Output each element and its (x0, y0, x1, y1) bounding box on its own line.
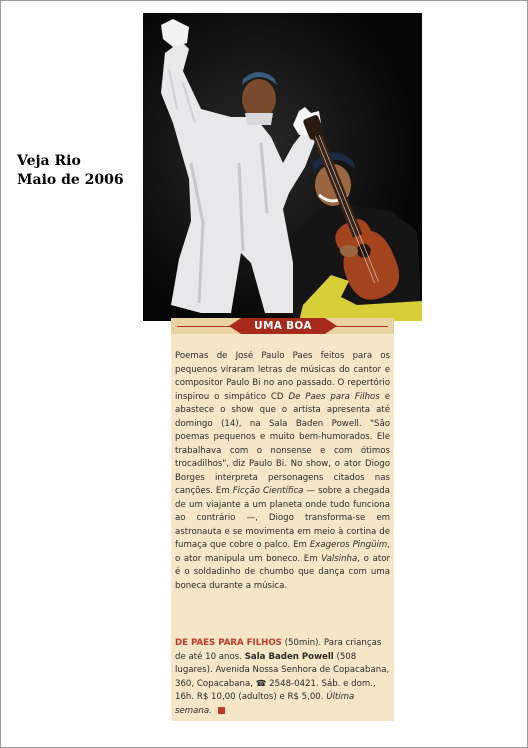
song-title-3: Valsinha (321, 553, 358, 564)
body-text-4: , o ator manipula um boneco. Em (175, 540, 391, 564)
event-note: Última semana. (175, 692, 355, 716)
article-body (175, 350, 390, 593)
publication-date: Maio de 2006 (17, 172, 124, 188)
section-badge (229, 318, 337, 334)
event-duration: (50min). Para crianças de até 10 anos. (175, 638, 382, 662)
end-mark-icon (218, 707, 225, 714)
event-phone-schedule: 2548-0421. Sáb. e dom., 16h. R$ 10,00 (adultos) e R$ 5,00. (175, 678, 376, 702)
song-title-2: Exageros Pingüim (309, 540, 388, 550)
body-text-3: — sobre a chegada de um viajante a um planeta onde tudo funciona ao contrário —, Diogo transforma-se em astronauta e se movimenta em meio à cortina de fumaça que cobre o palco. Em (175, 486, 391, 550)
event-info (175, 637, 390, 718)
magazine-name: Veja Rio (17, 153, 81, 169)
source-label (17, 152, 124, 190)
event-title: DE PAES PARA FILHOS (175, 638, 282, 648)
article-photo (143, 13, 422, 321)
cd-title: De Paes para Filhos (288, 391, 380, 402)
body-text-2: e abastece o show que o artista apresenta até domingo (14), na Sala Baden Powell. "São poemas pequenos e muito bem-humorados. Ele trabalhava com o nonsense e com ótimos trocadilhos", diz Paulo Bi. No show, o ator Diogo Borges interpreta personagens citados nas canções. Em (175, 391, 390, 496)
body-text-5: , o ator é o soldadinho de chumbo que dança com uma boneca durante a música. (175, 553, 391, 591)
article-box (171, 318, 394, 721)
song-title-1: Ficção Científica (232, 486, 304, 496)
section-header (171, 318, 394, 334)
body-text-1: Poemas de José Paulo Paes feitos para os pequenos viraram letras de músicas do cantor e compositor Paulo Bi no ano passado. O repertório inspirou o simpático CD (175, 351, 390, 402)
section-title: UMA BOA (254, 320, 312, 332)
article-paragraph (175, 350, 390, 593)
event-address: (508 lugares). Avenida Nossa Senhora de Copacabana, 360, Copacabana, (175, 651, 390, 689)
photo-illustration (143, 13, 422, 321)
phone-icon: ☎ (255, 678, 267, 689)
event-venue: Sala Baden Powell (244, 651, 334, 662)
